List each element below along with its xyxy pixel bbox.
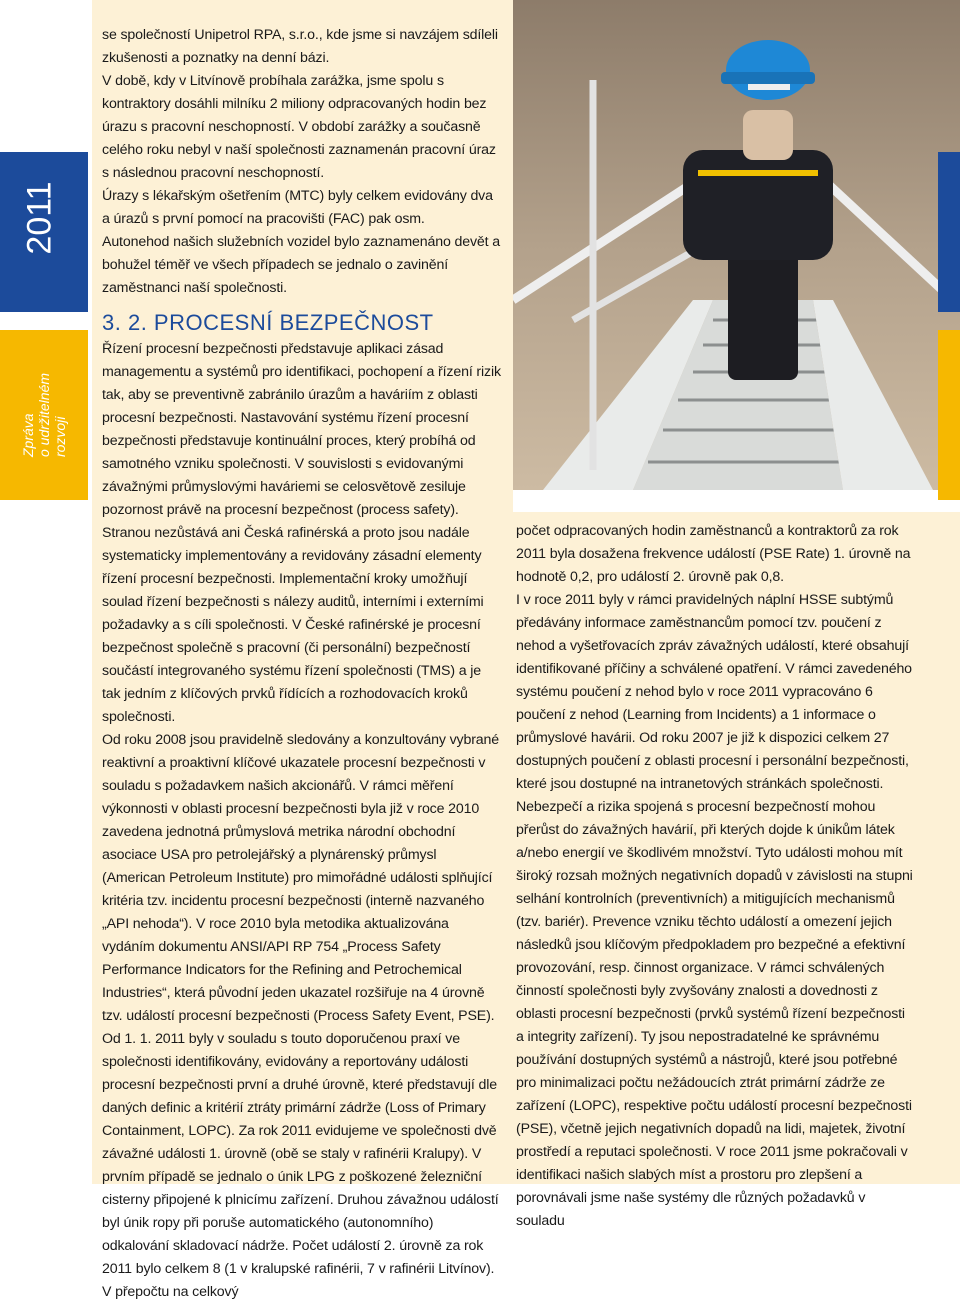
worker-stairs-photo bbox=[513, 0, 960, 490]
paragraph: Od roku 2008 jsou pravidelně sledovány a konzultovány vybrané reaktivní a proaktivní klíčové ukazatele procesní bezpečnosti v souladu s požadavkem našich akcionářů. V rámci měření výkonnosti v oblasti procesní bezpečnosti byla již v roce 2010 zavedena jednotná průmyslová metrika národní obchodní asociace USA pro petrolejářský a plynárenský průmysl (American Petroleum Institute) pro mimořádné události splňující kritéria tzv. incidentu procesní bezpečnosti (interně nazvaného „API nehoda“). V roce 2010 byla metodika aktualizována vydáním dokumentu ANSI/API RP 754 „Process Safety Performance Indicators for the Refining and Petrochemical Industries“, která původní jeden ukazatel rozšiřuje na 4 úrovně tzv. událostí procesní bezpečnosti (Process Safety Event, PSE). Od 1. 1. 2011 byly v souladu s touto doporučenou praxí ve společnosti identifikovány, evidovány a reportovány události procesní bezpečnosti první a druhé úrovně, které představují dle daných definic a kritérií ztráty primární zádrže (Loss of Primary Containment, LOPC). Za rok 2011 evidujeme ve společnosti dvě závažné události 1. úrovně (obě se staly v rafinérii Kralupy). V prvním případě se jednalo o únik LPG z poškozené železniční cisterny připojené k plnicímu zařízení. Druhou závažnou událostí byl únik ropy při poruše automatického (autonomního) odkalování skladovací nádrže. Počet událostí 2. úrovně za rok 2011 bylo celkem 8 (1 v kralupské rafinérii, 7 v rafinérii Litvínov). V přepočtu na celkový bbox=[102, 732, 500, 1300]
report-title-tab bbox=[0, 330, 88, 500]
paragraph: Řízení procesní bezpečnosti představuje aplikaci zásad managementu a systémů pro identifikaci, pochopení a řízení rizik tak, aby se preventivně zabránilo úrazům a haváriím z oblasti procesní bezpečnosti. Nastavování systému řízení procesní bezpečnosti představuje kontinuální proces, který probíhá od samotného vzniku společnosti. V souvislosti s evidovanými závažnými průmyslovými haváriemi se celosvětově zesiluje pozornost právě na procesní bezpečnost (process safety). Stranou nezůstává ani Česká rafinérská a proto jsou nadále systematicky implementovány a revidovány zásadní elementy řízení procesní bezpečnosti. Implementační kroky umožňují soulad řízení bezpečnosti s nálezy auditů, interními i externími požadavky a s cíli společnosti. V České rafinérské je procesní bezpečnost společně s pracovní (či personální) bezpečností součástí integrovaného systému řízení společnosti (TMS) a je tak jedním z klíčových prvků řídících a rozhodovacích kroků společnosti. bbox=[102, 341, 501, 725]
chapter-number: 6 bbox=[39, 129, 72, 147]
paragraph: Úrazy s lékařským ošetřením (MTC) byly celkem evidovány dva a úrazů s první pomocí na pracovišti (FAC) pak osm. bbox=[102, 188, 493, 227]
section-heading: 3. 2. PROCESNÍ BEZPEČNOST bbox=[102, 310, 434, 335]
report-title-line: o udržitelném bbox=[36, 372, 52, 458]
left-column-intro bbox=[102, 24, 502, 300]
report-title-line: Zpráva bbox=[20, 413, 36, 458]
report-year: 2011 bbox=[20, 181, 59, 255]
left-column-body bbox=[102, 338, 502, 1304]
year-chapter-tab bbox=[0, 0, 88, 312]
paragraph: I v roce 2011 byly v rámci pravidelných náplní HSSE subtýmů předávány informace zaměstnancům pomocí tzv. poučení z nehod a vyšetřovacích zpráv závažných událostí, které obsahují identifikované příčiny a schválené opatření. V rámci zavedeného systému poučení z nehod bylo v roce 2011 vypracováno 6 poučení z nehod (Learning from Incidents) a 1 informace o průmyslové havárii. Od roku 2007 je již k dispozici celkem 27 dostupných poučení z oblasti procesní i personální bezpečnosti, které jsou dostupné na intranetových stránkách společnosti. bbox=[516, 592, 912, 792]
report-title-line: rozvoji bbox=[52, 416, 68, 458]
right-blue-tab bbox=[938, 152, 960, 312]
paragraph: Autonehod našich služebních vozidel bylo zaznamenáno devět a bohužel téměř ve všech případech se jednalo o zavinění zaměstnanci naší společnosti. bbox=[102, 234, 500, 296]
paragraph: počet odpracovaných hodin zaměstnanců a kontraktorů za rok 2011 byla dosažena frekvence událostí (PSE Rate) 1. úrovně na hodnotě 0,2, pro událostí 2. úrovně pak 0,8. bbox=[516, 523, 911, 585]
paragraph: V době, kdy v Litvínově probíhala zarážka, jsme spolu s kontraktory dosáhli milníku 2 miliony odpracovaných hodin bez úrazu s pracovní neschopností. V období zarážky a současně celého roku nebyl v naší společnosti zaznamenán pracovní úraz s následnou pracovní neschopností. bbox=[102, 73, 496, 181]
paragraph: se společností Unipetrol RPA, s.r.o., kde jsme si navzájem sdíleli zkušenosti a poznatky na denní bázi. bbox=[102, 27, 498, 66]
photo-illustration bbox=[513, 0, 960, 490]
right-yellow-tab bbox=[938, 330, 960, 500]
right-column-body bbox=[516, 520, 914, 1233]
paragraph: Nebezpečí a rizika spojená s procesní bezpečností mohou přerůst do závažných havárií, při kterých dojde k únikům látek a/nebo energií ve škodlivém množství. Tyto události mohou mít široký rozsah možných negativních dopadů v závislosti na stupni selhání kontrolních (preventivních) a mitigujících mechanismů (tzv. bariér). Prevence vzniku těchto událostí a omezení jejich následků jsou klíčovým předpokladem pro bezpečné a efektivní provozování, resp. činnost organizace. V rámci schválených činností společnosti byly zvyšovány znalosti a dovednosti z oblasti procesní bezpečnosti (prvků systémů řízení bezpečnosti a integrity zařízení). Ty jsou nepostradatelné ke správnému používání dostupných systémů a nástrojů, které jsou potřebné pro minimalizaci počtu nežádoucích ztrát primární zádrže ze zařízení (LOPC), respektive počtu událostí procesní bezpečnosti (PSE), včetně jejich negativních dopadů na lidi, majetek, životní prostředí a reputaci společnosti. V roce 2011 jsme pokračovali v identifikaci našich slabých míst a prostoru pro zlepšení a porovnávali jsme naše systémy dle různých požadavků v souladu bbox=[516, 799, 913, 1229]
report-title bbox=[20, 373, 68, 457]
